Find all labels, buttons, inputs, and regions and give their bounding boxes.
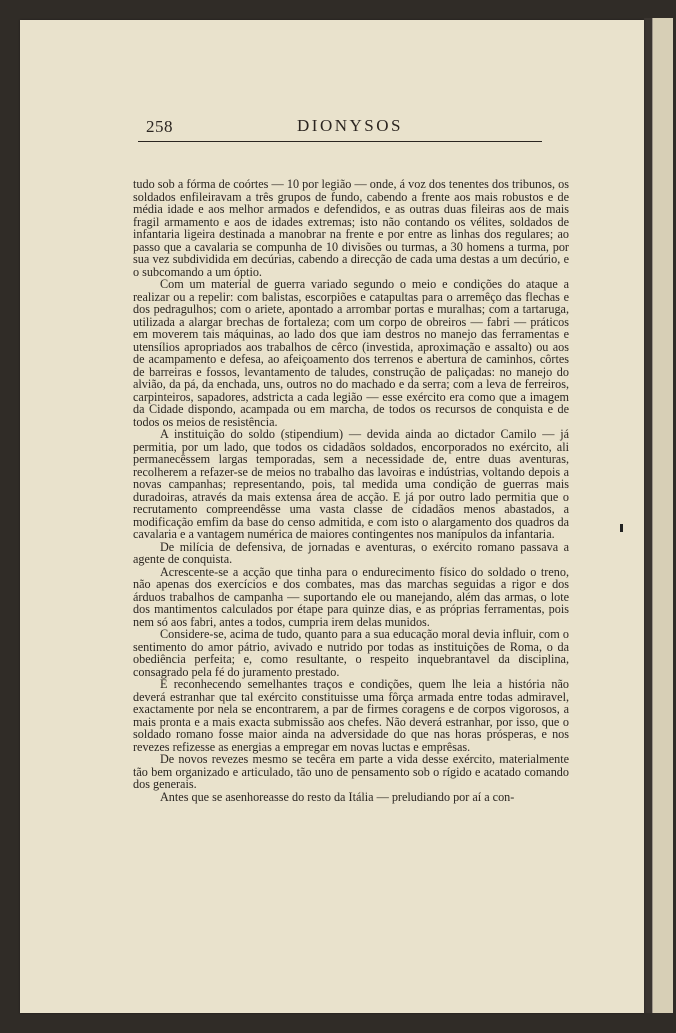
paragraph: De novos revezes mesmo se tecêra em parte a vida desse exército, materialmente tão bem organizado e articulado, tão uno de pensamento sob o rígido e acatado comando dos generais. [133,752,569,791]
paragraph: E reconhecendo semelhantes traços e condições, quem lhe leia a história não deverá estranhar que tal exército constituisse uma fôrça armada entre todas admiravel, exactamente por nela se encontrarem, a par de firmes coragens e de corpos vigorosos, a mais pronta e a mais exacta submissão aos chefes. Não deverá estranhar, por isso, que o soldado romano fosse maior ainda na adversidade do que nas horas prósperas, e nos revezes refizesse as energias a empregar em novas luctas e emprêsas. [133,677,569,754]
page-header [138,113,542,142]
book-gutter [644,18,652,1013]
page-number: 258 [146,117,173,136]
paragraph: De milícia de defensiva, de jornadas e aventuras, o exército romano passava a agente de conquista. [133,539,569,566]
paragraph: tudo sob a fórma de coórtes — 10 por legião — onde, á voz dos tenentes dos tribunos, os soldados enfileiravam a três grupos de fundo, cabendo a frente aos mais robustos e de média idade e aos melhor armados e defendidos, e as outras duas fileiras aos de mais fragil armamento e aos de idades extremas; isto não contando os vélites, soldados de infantaria ligeira destinada a manobrar na frente e por entre as linhas dos regulares; ao passo que a cavalaria se compunha de 10 divisões ou turmas, a 30 homens a turma, por sua vez subdividida em decúrias, cabendo a direcção de cada uma destas a um decúrio, e o subcomando a um óptio. [133,177,569,279]
paragraph: Acrescente-se a acção que tinha para o endurecimento físico do soldado o treno, não apenas dos exercícios e dos combates, mas das marchas seguidas a rigor e dos árduos trabalhos de campanha — suportando ele ou manejando, além das armas, o lote dos mantimentos calculados por étape para quinze dias, e as próprias ferramentas, pois nem só aos fabri, antes a todos, cumpria irem delas munidos. [133,564,569,629]
running-title: DIONYSOS [297,116,403,135]
paragraph: Antes que se asenhoreasse do resto da Itália — preludiando por aí a con- [160,789,515,804]
body-text [133,178,569,803]
facing-page-edge [652,18,673,1013]
paragraph: Considere-se, acima de tudo, quanto para a sua educação moral devia influir, com o sentimento do amor pátrio, avivado e nutrido por todas as instituições de Roma, o da obediência perfeita; e, como resultante, o respeito inquebrantavel da disciplina, consagrado pela fé do juramento prestado. [133,627,569,679]
paragraph: A instituição do soldo (stipendium) — devida ainda ao dictador Camilo — já permitia, por um lado, que todos os cidadãos soldados, encorporados no exército, ali permanecêssem largas temporadas, sem a necessidade de, entre duas aventuras, recolherem a refazer-se de meios no trabalho das lavoiras e indústrias, voltando depois a novas campanhas; representando, pois, tal medida uma condição de guerras mais duradoiras, através da mais extensa área de acção. E já por outro lado permitia que o recrutamento compreendêsse uma vasta classe de cidadãos menos abastados, a modificação emfim da base do censo admitida, e com isto o alargamento dos quadros da cavalaria e a vantagem numérica de maiores contingentes nos manípulos da infantaria. [133,427,569,541]
paragraph: Com um material de guerra variado segundo o meio e condições do ataque a realizar ou a repelir: com balistas, escorpiões e catapultas para o arremêço das flechas e dos pedragulhos; com o ariete, apontado a arrombar portas e muralhas; com a tartaruga, utilizada a alargar brechas de fortaleza; com um corpo de obreiros — fabri — práticos em moverem tais máquinas, ao lado dos que iam destros no manejo das ferramentas e utensílios apropriados aos trabalhos de cêrco (investida, aproximação e assalto) ou aos de acampamento e defesa, ao afeiçoamento dos terrenos e abertura de caminhos, côrtes de barreiras e fossos, levantamento de taludes, construção de paliçadas: no manejo do alvião, da pá, da enchada, uns, outros no do machado e da serra; com a leva de ferreiros, carpinteiros, sapadores, adstricta a cada legião — esse exército era como que a imagem da Cidade dispondo, acampada ou em marcha, de todos os recursos de conquista e de todos os meios de resistência. [133,277,569,429]
margin-mark [620,524,623,532]
